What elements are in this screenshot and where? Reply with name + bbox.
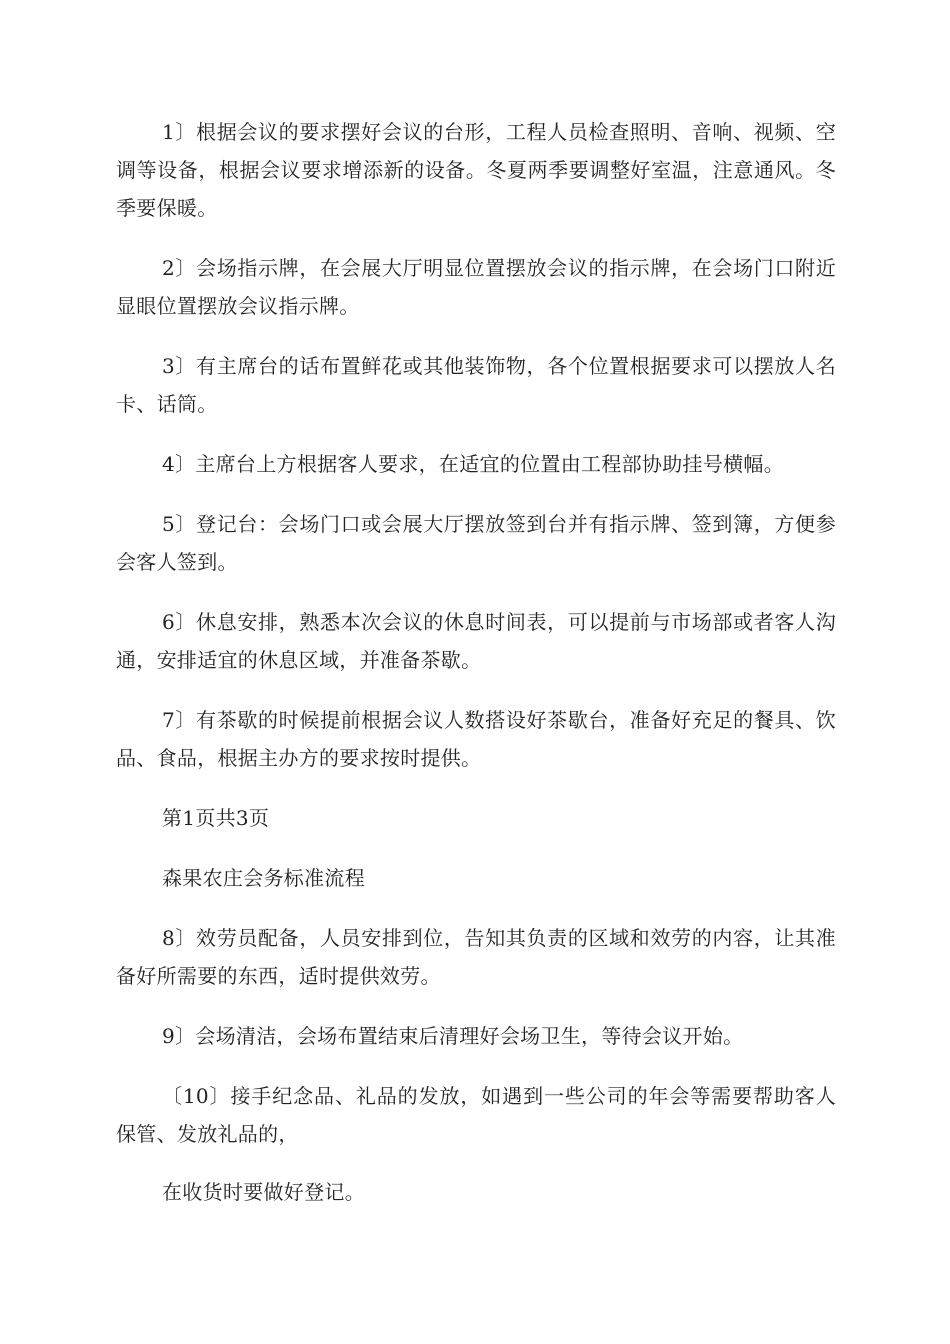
paragraph-3: 3〕有主席台的话布置鲜花或其他装饰物，各个位置根据要求可以摆放人名卡、话筒。 <box>116 354 836 416</box>
paragraph-5: 5〕登记台：会场门口或会展大厅摆放签到台并有指示牌、签到簿，方便参会客人签到。 <box>116 512 836 574</box>
page-footer: 第1页共3页 <box>162 806 270 830</box>
paragraph-2: 2〕会场指示牌，在会展大厅明显位置摆放会议的指示牌，在会场门口附近显眼位置摆放会议指示牌。 <box>116 256 836 318</box>
paragraph-4: 4〕主席台上方根据客人要求，在适宜的位置由工程部协助挂号横幅。 <box>162 452 785 476</box>
paragraph-7: 7〕有茶歇的时候提前根据会议人数搭设好茶歇台，准备好充足的餐具、饮品、食品，根据主办方的要求按时提供。 <box>116 708 836 770</box>
paragraph-6: 6〕休息安排，熟悉本次会议的休息时间表，可以提前与市场部或者客人沟通，安排适宜的休息区域，并准备茶歇。 <box>116 610 836 672</box>
running-header: 森果农庄会务标准流程 <box>162 866 365 890</box>
paragraph-10-continuation: 在收货时要做好登记。 <box>162 1180 365 1204</box>
paragraph-9: 9〕会场清洁，会场布置结束后清理好会场卫生，等待会议开始。 <box>162 1024 744 1048</box>
paragraph-1: 1〕根据会议的要求摆好会议的台形，工程人员检查照明、音响、视频、空调等设备，根据会议要求增添新的设备。冬夏两季要调整好室温，注意通风。冬季要保暖。 <box>116 120 836 220</box>
paragraph-10: 〔10〕接手纪念品、礼品的发放，如遇到一些公司的年会等需要帮助客人保管、发放礼品的， <box>116 1084 836 1146</box>
paragraph-8: 8〕效劳员配备，人员安排到位，告知其负责的区域和效劳的内容，让其准备好所需要的东西，适时提供效劳。 <box>116 926 836 988</box>
document-page <box>116 113 836 1233</box>
